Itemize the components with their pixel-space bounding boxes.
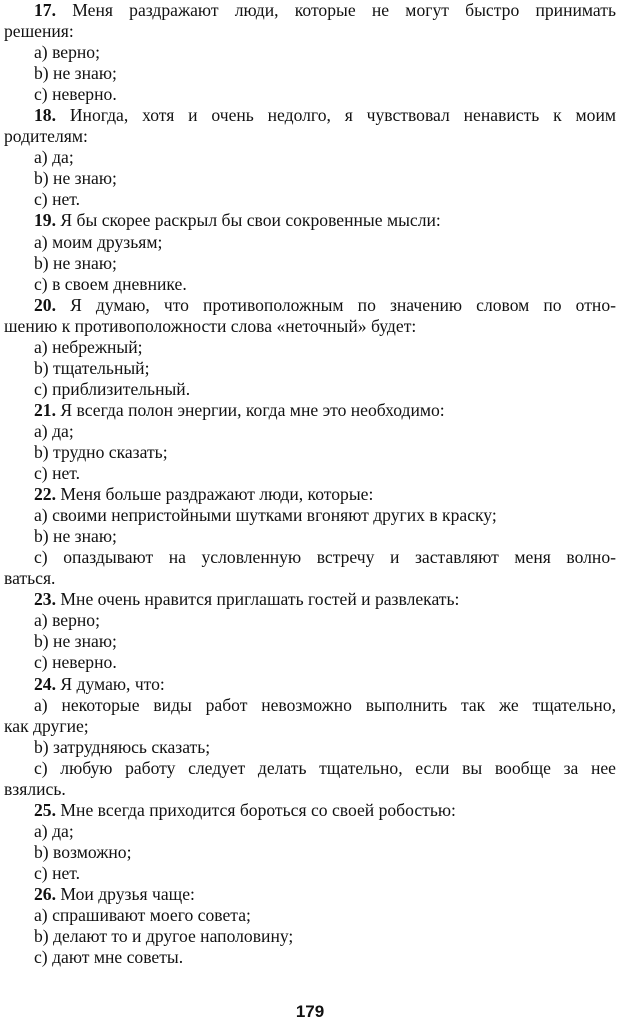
question-21-number: 21.: [34, 399, 56, 420]
question-19-text-line-1: Я бы скорее раскрыл бы свои сокровенные мысли:: [60, 210, 441, 231]
question-19-option-b: b) не знаю;: [34, 252, 117, 273]
question-24-option-c-line-2: взялись.: [4, 778, 66, 799]
question-24-option-a: а) некоторые виды работ невозможно выполнить так же тщательно,: [34, 694, 616, 715]
question-24-option-a-line-2: как другие;: [4, 715, 89, 736]
document-page: [4, 0, 616, 968]
question-25-option-a: а) да;: [34, 820, 74, 841]
question-18: [4, 105, 616, 126]
question-18-text-line-1: Иногда, хотя и очень недолго, я чувствовал ненависть к моим: [69, 105, 616, 126]
page-number: 179: [295, 1002, 325, 1021]
question-20-number: 20.: [34, 294, 56, 315]
question-18-option-a: а) да;: [34, 147, 74, 168]
question-21-option-a: а) да;: [34, 420, 74, 441]
question-17-option-c: с) неверно.: [34, 84, 117, 105]
question-21-option-c: с) нет.: [34, 463, 81, 484]
question-21: [4, 400, 616, 421]
question-23-text-line-1: Мне очень нравится приглашать гостей и развлекать:: [60, 589, 460, 610]
question-26-option-c: с) дают мне советы.: [34, 947, 184, 968]
question-24-option-b: b) затрудняюсь сказать;: [34, 736, 211, 757]
question-22-option-c: с) опаздывают на условленную встречу и заставляют меня волно-: [34, 547, 616, 568]
question-18-number: 18.: [34, 105, 56, 126]
question-20-text-line-1: Я думаю, что противоположным по значению словом по отно-: [70, 294, 616, 315]
question-22-number: 22.: [34, 484, 56, 505]
question-23-option-b: b) не знаю;: [34, 631, 117, 652]
question-20-option-a: а) небрежный;: [34, 336, 143, 357]
question-17: [4, 0, 616, 21]
question-26-number: 26.: [34, 883, 56, 904]
question-23-option-c: с) неверно.: [34, 652, 117, 673]
question-25-number: 25.: [34, 799, 56, 820]
question-18-option-c: с) нет.: [34, 189, 81, 210]
question-18-option-b: b) не знаю;: [34, 168, 117, 189]
question-22-text-line-1: Меня больше раздражают люди, которые:: [60, 484, 374, 505]
question-22-option-a: а) своими непристойными шутками вгоняют других в краску;: [34, 505, 497, 526]
question-19-option-a: а) моим друзьям;: [34, 231, 163, 252]
question-17-number: 17.: [34, 0, 56, 20]
question-26-option-b: b) делают то и другое наполовину;: [34, 926, 294, 947]
question-19-number: 19.: [34, 210, 56, 231]
question-24: [4, 674, 616, 695]
question-17-option-a: а) верно;: [34, 42, 100, 63]
question-20-option-c: с) приблизительный.: [34, 378, 191, 399]
question-22-option-b: b) не знаю;: [34, 526, 117, 547]
question-26-text-line-1: Мои друзья чаще:: [60, 883, 195, 904]
question-20: [4, 295, 616, 316]
question-25: [4, 800, 616, 821]
question-24-number: 24.: [34, 673, 56, 694]
question-22: [4, 484, 616, 505]
question-26-option-a: а) спрашивают моего совета;: [34, 905, 251, 926]
question-21-text-line-1: Я всегда полон энергии, когда мне это необходимо:: [60, 399, 445, 420]
question-20-option-b: b) тщательный;: [34, 357, 150, 378]
question-22-option-c-line-2: ваться.: [4, 568, 56, 589]
question-24-text-line-1: Я думаю, что:: [60, 673, 165, 694]
question-25-option-c: с) нет.: [34, 862, 81, 883]
question-23: [4, 589, 616, 610]
question-19: [4, 210, 616, 231]
question-18-text-line-2: родителям:: [4, 126, 88, 147]
question-25-option-b: b) возможно;: [34, 841, 132, 862]
question-23-number: 23.: [34, 589, 56, 610]
question-21-option-b: b) трудно сказать;: [34, 441, 168, 462]
question-17-option-b: b) не знаю;: [34, 63, 117, 84]
question-19-option-c: с) в своем дневнике.: [34, 273, 187, 294]
question-24-option-c: с) любую работу следует делать тщательно, если вы вообще за нее: [34, 757, 616, 778]
question-17-text-line-2: решения:: [4, 21, 74, 42]
question-23-option-a: а) верно;: [34, 610, 100, 631]
question-26: [4, 884, 616, 905]
question-25-text-line-1: Мне всегда приходится бороться со своей робостью:: [60, 799, 456, 820]
question-20-text-line-2: шению к противоположности слова «неточный» будет:: [4, 315, 417, 336]
question-17-text-line-1: Меня раздражают люди, которые не могут быстро принимать: [72, 0, 616, 20]
